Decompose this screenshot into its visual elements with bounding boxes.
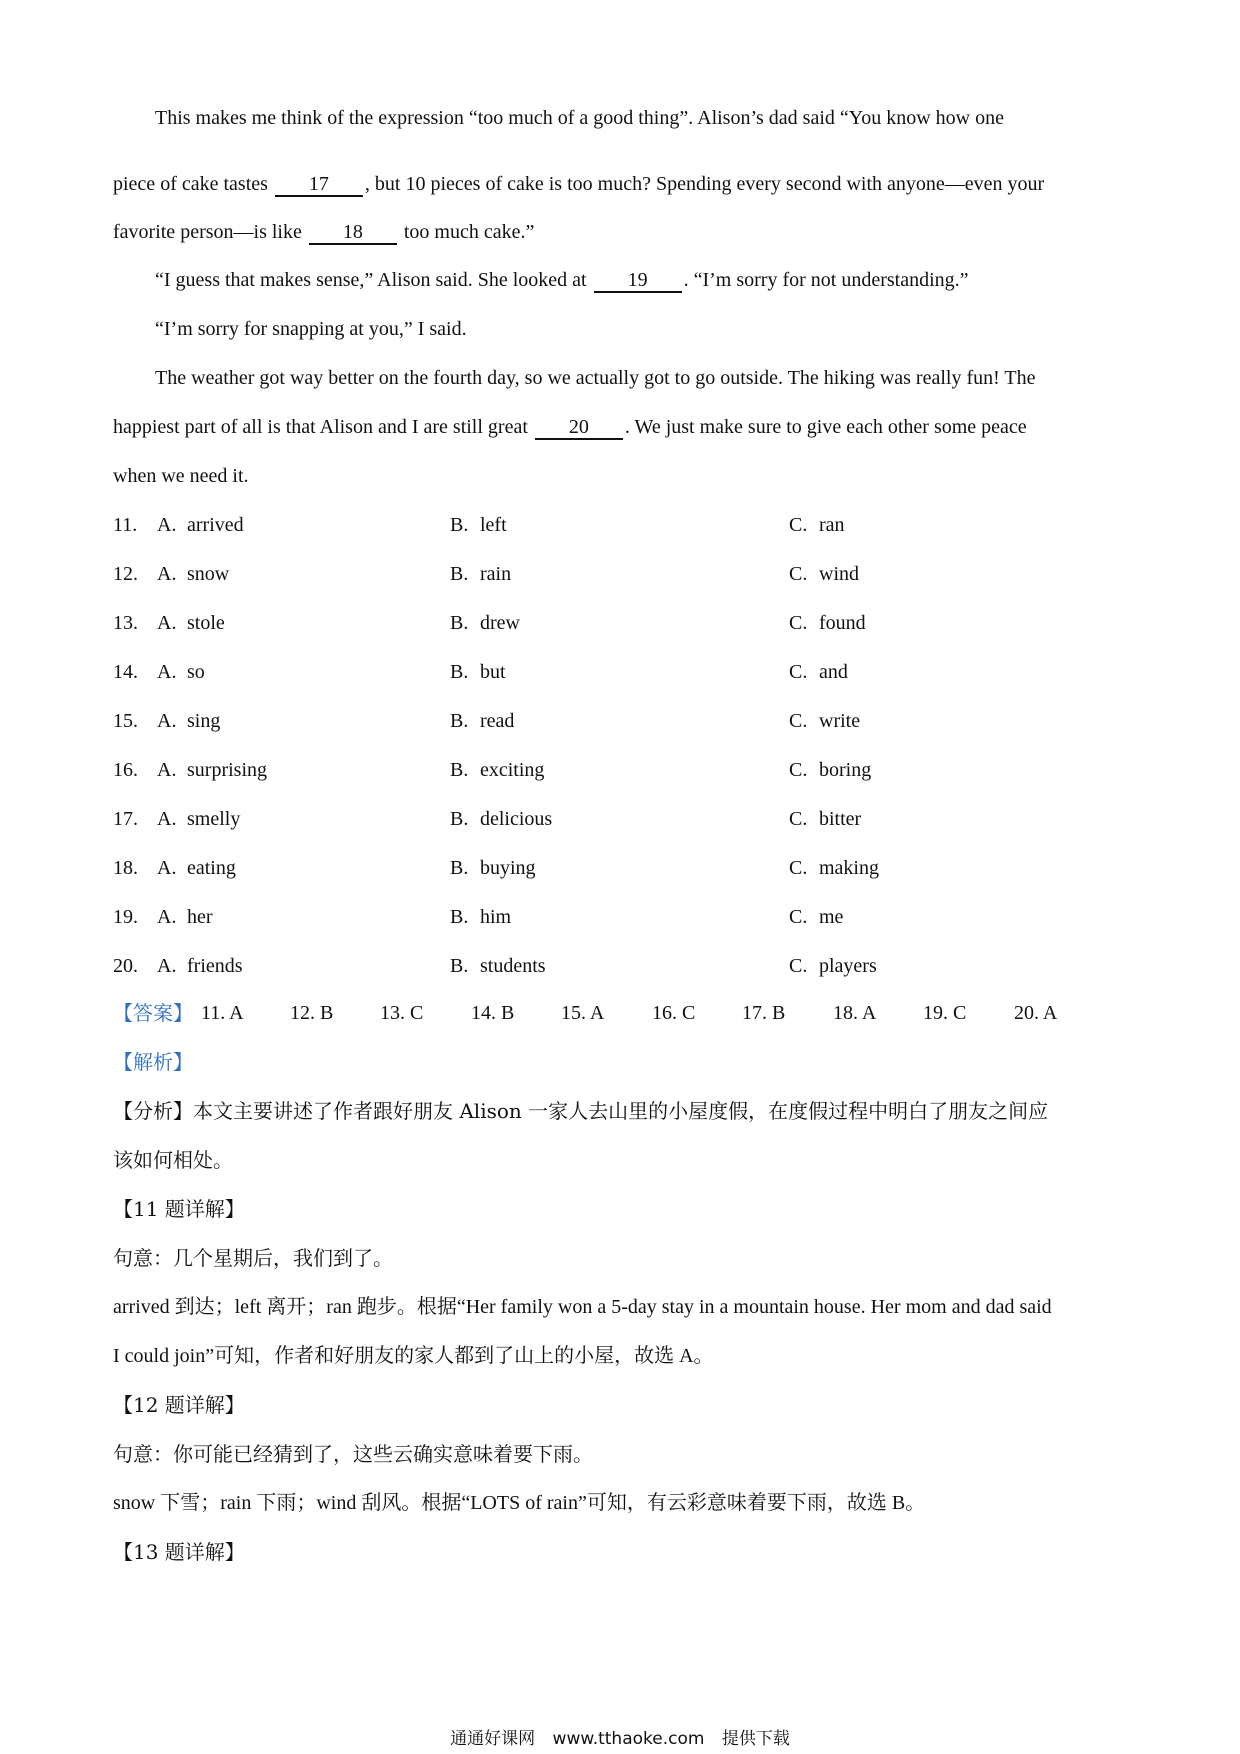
option-b <box>450 658 506 686</box>
option-c <box>789 511 845 539</box>
passage-text: when we need it. <box>113 465 249 487</box>
option-letter: C. <box>789 514 808 536</box>
option-letter: A. <box>157 514 177 536</box>
question-row <box>113 707 1133 735</box>
answer-item: 16. C <box>652 1002 696 1024</box>
question-number: 18. <box>113 857 138 879</box>
passage-text: . “I’m sorry for not understanding.” <box>683 269 969 291</box>
option-a <box>157 805 240 833</box>
option-text: friends <box>187 955 243 977</box>
option-text: me <box>819 906 844 928</box>
passage-text: too much cake.” <box>398 221 535 243</box>
option-text: so <box>187 661 205 683</box>
option-letter: A. <box>157 906 177 928</box>
question-row <box>113 805 1133 833</box>
option-text: but <box>480 661 506 683</box>
option-text: him <box>480 906 512 928</box>
question-number: 19. <box>113 906 138 928</box>
passage-text: The weather got way better on the fourth day, so we actually got to go outside. The hiking was really fun! The <box>155 367 1036 389</box>
option-letter: A. <box>157 808 177 830</box>
option-b <box>450 609 520 637</box>
option-text: left <box>480 514 507 536</box>
option-letter: A. <box>157 612 177 634</box>
answer-label: 【答案】 <box>113 1001 193 1025</box>
answer-item: 13. C <box>380 1002 424 1024</box>
passage-line <box>113 218 534 246</box>
answer-item: 19. C <box>923 1002 967 1024</box>
option-text: eating <box>187 857 236 879</box>
answer-key <box>113 999 1073 1027</box>
question-number: 20. <box>113 955 138 977</box>
option-letter: B. <box>450 563 469 585</box>
question-number: 12. <box>113 563 138 585</box>
option-text: sing <box>187 710 221 732</box>
option-letter: C. <box>789 710 808 732</box>
option-text: players <box>819 955 877 977</box>
option-b <box>450 854 536 882</box>
q12-meaning: 句意：你可能已经猜到了，这些云确实意味着要下雨。 <box>113 1442 593 1466</box>
blank-17: 17 <box>275 173 363 197</box>
option-text: delicious <box>480 808 553 830</box>
question-number: 15. <box>113 710 138 732</box>
question-row <box>113 952 1133 980</box>
footer-site-name: 通通好课网 <box>450 1729 536 1749</box>
option-letter: B. <box>450 857 469 879</box>
q11-meaning: 句意：几个星期后，我们到了。 <box>113 1246 393 1270</box>
option-letter: A. <box>157 759 177 781</box>
option-text: rain <box>480 563 512 585</box>
passage-line <box>155 364 1036 392</box>
passage-text: . We just make sure to give each other some peace <box>624 416 1027 438</box>
passage-text: This makes me think of the expression “too much of a good thing”. Alison’s dad said “You know how one <box>155 107 1004 129</box>
blank-19: 19 <box>594 269 682 293</box>
question-row <box>113 756 1133 784</box>
option-c <box>789 805 861 833</box>
answer-item: 14. B <box>471 1002 515 1024</box>
answer-item: 20. A <box>1014 1002 1058 1024</box>
option-b <box>450 560 511 588</box>
question-number: 16. <box>113 759 138 781</box>
option-text: her <box>187 906 213 928</box>
page-footer <box>0 1728 1240 1750</box>
option-text: arrived <box>187 514 244 536</box>
option-a <box>157 560 229 588</box>
option-c <box>789 903 843 931</box>
passage-line <box>155 315 467 343</box>
option-text: students <box>480 955 546 977</box>
option-a <box>157 658 205 686</box>
q13-title: 【13 题详解】 <box>113 1540 245 1564</box>
footer-tagline: 提供下载 <box>721 1729 790 1749</box>
option-letter: A. <box>157 661 177 683</box>
option-letter: C. <box>789 808 808 830</box>
option-b <box>450 805 552 833</box>
option-letter: B. <box>450 514 469 536</box>
passage-text: “I guess that makes sense,” Alison said. She looked at <box>155 269 592 291</box>
option-b <box>450 756 544 784</box>
option-text: ran <box>819 514 845 536</box>
option-text: buying <box>480 857 536 879</box>
analysis-summary: 该如何相处。 <box>113 1148 233 1172</box>
option-letter: C. <box>789 906 808 928</box>
answer-item: 11. A <box>201 1002 244 1024</box>
option-letter: A. <box>157 857 177 879</box>
option-c <box>789 560 859 588</box>
option-letter: C. <box>789 661 808 683</box>
option-a <box>157 511 244 539</box>
question-number: 14. <box>113 661 138 683</box>
q12-detail: snow 下雪；rain 下雨；wind 刮风。根据“LOTS of rain”可知，有云彩意味着要下雨，故选 B。 <box>113 1492 926 1514</box>
question-number: 11. <box>113 514 138 536</box>
question-row <box>113 658 1133 686</box>
question-row <box>113 511 1133 539</box>
passage-text: , but 10 pieces of cake is too much? Spending every second with anyone—even your <box>364 173 1045 195</box>
option-c <box>789 658 848 686</box>
option-c <box>789 952 877 980</box>
passage-text: happiest part of all is that Alison and I are still great <box>113 416 533 438</box>
option-letter: C. <box>789 563 808 585</box>
q11-detail: arrived 到达；left 离开；ran 跑步。根据“Her family won a 5-day stay in a mountain house. Her mom and dad said <box>113 1296 1052 1318</box>
option-c <box>789 609 866 637</box>
option-text: snow <box>187 563 230 585</box>
passage-line <box>155 104 1004 132</box>
option-c <box>789 707 860 735</box>
question-number: 17. <box>113 808 138 830</box>
option-letter: B. <box>450 808 469 830</box>
option-letter: B. <box>450 955 469 977</box>
option-letter: C. <box>789 612 808 634</box>
footer-url-link[interactable]: www.tthaoke.com <box>552 1729 705 1749</box>
passage-text: favorite person—is like <box>113 221 307 243</box>
option-letter: A. <box>157 955 177 977</box>
option-text: drew <box>480 612 520 634</box>
option-a <box>157 903 213 931</box>
option-letter: B. <box>450 759 469 781</box>
passage-line <box>113 462 249 490</box>
option-letter: B. <box>450 612 469 634</box>
option-text: bitter <box>819 808 862 830</box>
passage-line <box>155 266 969 294</box>
option-b <box>450 903 511 931</box>
q11-detail: I could join”可知，作者和好朋友的家人都到了山上的小屋，故选 A。 <box>113 1345 714 1367</box>
passage-line <box>113 170 1044 198</box>
option-a <box>157 854 236 882</box>
question-row <box>113 609 1133 637</box>
option-text: boring <box>819 759 872 781</box>
option-a <box>157 707 220 735</box>
option-text: read <box>480 710 515 732</box>
passage-line <box>113 413 1027 441</box>
answer-item: 18. A <box>833 1002 877 1024</box>
option-a <box>157 609 225 637</box>
option-text: stole <box>187 612 225 634</box>
option-letter: B. <box>450 661 469 683</box>
option-b <box>450 511 507 539</box>
analysis-label: 【解析】 <box>113 1050 193 1074</box>
option-letter: A. <box>157 710 177 732</box>
option-text: wind <box>819 563 859 585</box>
analysis-summary: 【分析】本文主要讲述了作者跟好朋友 Alison 一家人去山里的小屋度假，在度假过程中明白了朋友之间应 <box>113 1099 1049 1123</box>
question-row <box>113 560 1133 588</box>
option-c <box>789 854 879 882</box>
option-letter: C. <box>789 955 808 977</box>
option-text: write <box>819 710 861 732</box>
answer-item: 17. B <box>742 1002 786 1024</box>
option-text: surprising <box>187 759 267 781</box>
option-b <box>450 707 514 735</box>
q12-title: 【12 题详解】 <box>113 1393 245 1417</box>
option-letter: A. <box>157 563 177 585</box>
question-row <box>113 903 1133 931</box>
passage-text: piece of cake tastes <box>113 173 273 195</box>
blank-20: 20 <box>535 416 623 440</box>
option-text: and <box>819 661 848 683</box>
question-number: 13. <box>113 612 138 634</box>
option-letter: C. <box>789 857 808 879</box>
option-text: smelly <box>187 808 241 830</box>
q11-title: 【11 题详解】 <box>113 1197 245 1221</box>
option-a <box>157 952 243 980</box>
option-c <box>789 756 871 784</box>
option-letter: B. <box>450 710 469 732</box>
option-text: found <box>819 612 866 634</box>
question-row <box>113 854 1133 882</box>
blank-18: 18 <box>309 221 397 245</box>
answer-item: 12. B <box>290 1002 334 1024</box>
option-text: exciting <box>480 759 545 781</box>
option-letter: C. <box>789 759 808 781</box>
option-letter: B. <box>450 906 469 928</box>
option-b <box>450 952 546 980</box>
option-a <box>157 756 267 784</box>
answer-item: 15. A <box>561 1002 605 1024</box>
option-text: making <box>819 857 879 879</box>
passage-text: “I’m sorry for snapping at you,” I said. <box>155 318 467 340</box>
